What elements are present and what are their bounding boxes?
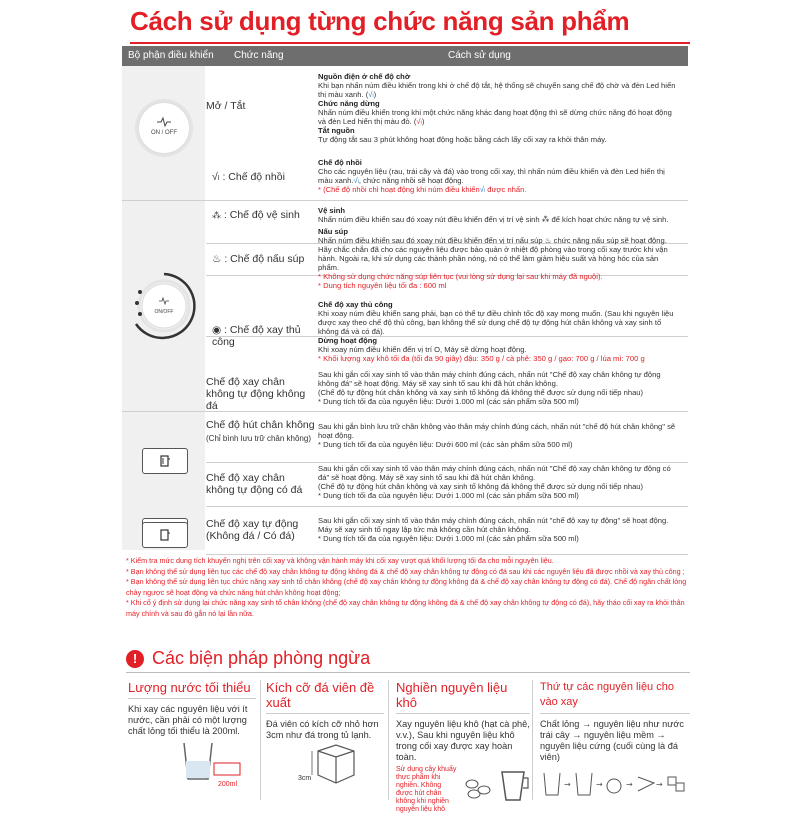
usage-note-part: được nhấn.: [487, 185, 527, 194]
clean-icon: ⁂: [541, 215, 550, 224]
usage-heading: Vệ sinh: [318, 206, 346, 215]
pulse-icon: [157, 118, 171, 126]
title-underline: [130, 42, 690, 44]
function-label: : Chế độ nhồi: [222, 171, 285, 183]
svg-text:→: →: [656, 780, 663, 789]
auto-blender-icon: [158, 528, 172, 542]
function-label: Chế độ hút chân không: [206, 419, 315, 431]
function-vacuum-ice: Chế độ xay chân không tự động có đá: [206, 472, 303, 496]
card-body: Đá viên có kích cỡ nhỏ hơn 3cm như đá trong tủ lạnh.: [266, 719, 379, 740]
ingredients-order-icon: [540, 769, 688, 799]
usage-heading: Tắt nguồn: [318, 126, 355, 135]
svg-text:→: →: [596, 780, 603, 789]
row-divider: [206, 462, 688, 463]
usage-text: * Dung tích tối đa của nguyên liệu: Dưới 1.000 ml (các sản phẩm sữa 500 ml): [318, 397, 579, 406]
card-body: Chất lỏng → nguyên liệu như nước trái cây → nguyên liệu mềm → nguyên liệu cứng (cuối cùng là đá viên): [540, 719, 684, 762]
card-divider: [388, 680, 389, 800]
manual-dial-icon: ◉: [212, 324, 222, 336]
usage-text: Khi xoay núm điều khiển đến vị trí O, Máy sẽ dừng hoạt động.: [318, 345, 527, 354]
card-body: Khi xay các nguyên liệu với ít nước, cần phải có một lượng chất lỏng tối thiểu là 200ml.: [128, 704, 248, 736]
usage-text: * Dung tích tối đa của nguyên liệu: Dưới 1.000 ml (các sản phẩm sữa 500 ml): [318, 491, 579, 500]
function-sublabel: (Chỉ bình lưu trữ chân không): [206, 434, 311, 443]
usage-text: [318, 108, 680, 126]
usage-note: [318, 185, 680, 194]
usage-note-part: * (Chế độ nhồi chỉ hoạt động khi núm điều khiển: [318, 185, 480, 194]
usage-heading: Nguồn điện ở chế độ chờ: [318, 72, 411, 81]
function-manual: [212, 324, 314, 348]
function-vacuum-only: [206, 419, 316, 445]
usage-text-part: ): [373, 90, 377, 99]
clean-icon: ⁂: [212, 210, 221, 220]
function-auto: Chế độ xay tự động (Không đá / Có đá): [206, 518, 299, 542]
header-usage: Cách sử dụng: [448, 50, 511, 61]
usage-heading: Chế độ nhồi: [318, 158, 362, 167]
usage-text: * Dung tích tối đa của nguyên liệu: Dưới 1.000 ml (các sản phẩm sữa 500 ml): [318, 534, 579, 543]
header-control: Bộ phận điều khiển: [128, 50, 214, 61]
row-divider: [122, 200, 688, 201]
usage-heading: Chức năng dừng: [318, 99, 380, 108]
card-divider: [260, 680, 261, 800]
pulse-blue-icon: √ₗ: [353, 176, 359, 185]
usage-text-part: chức năng nấu súp sẽ hoạt động. Hãy chắc chắn đã cho các nguyên liệu được bảo quản ở nhiệt độ phòng vào trong cối xay trước khi vận hành. Ngoài ra, khi sử dụng các thành phần nóng, nó có thể làm giảm hiệu suất và hỏng hóc của sản phẩm.: [318, 236, 668, 272]
usage-note: * Không sử dụng chức năng súp liên tục (vui lòng sử dụng lại sau khi máy đã nguội).: [318, 272, 603, 281]
precaution-card-dry: [396, 680, 530, 813]
usage-clean: [318, 206, 680, 224]
header-function: Chức năng: [234, 50, 284, 61]
usage-text: (Chế độ tự động hút chân không và xay sinh tố không đá không thể được sử dụng nối tiếp nhau): [318, 388, 644, 397]
usage-text: Tự động tắt sau 3 phút không hoạt động hoặc bằng cách lấy cối xay ra khỏi thân máy.: [318, 135, 607, 144]
soup-icon: ♨: [544, 236, 552, 245]
precaution-card-ice: [266, 680, 384, 800]
svg-text:→: →: [626, 780, 633, 789]
usage-text-part: để kích hoạt chức năng tự vệ sinh.: [551, 215, 669, 224]
precaution-card-water: [128, 680, 256, 800]
table-header: [122, 46, 688, 66]
usage-power: [318, 72, 680, 144]
usage-vacuum-noice: [318, 370, 680, 406]
svg-text:→: →: [564, 780, 571, 789]
auto-mode-button[interactable]: [142, 522, 188, 548]
usage-text-part: Nhấn núm điều khiển sau đó xoay nút điều khiển đến vị trí vệ sinh: [318, 215, 540, 224]
row-divider: [206, 506, 688, 507]
card-body: Xay nguyên liệu khô (hạt cà phê, v.v.), Sau khi nguyên liệu khô trong cối xay được xay hoàn toàn.: [396, 719, 530, 762]
usage-text-part: Khi bạn nhấn núm điều khiển trong khi ở chế độ tắt, hệ thống sẽ chuyển sang chế độ chờ và đèn Led hiển thị màu xanh. (: [318, 81, 676, 99]
function-label: : Chế độ nấu súp: [224, 253, 305, 265]
svg-text:ON/OFF: ON/OFF: [154, 309, 174, 315]
usage-heading: Nấu súp: [318, 227, 348, 236]
usage-text: Sau khi gắn bình lưu trữ chân không vào thân máy chính đúng cách, nhấn nút "chế độ hút chân không" sẽ hoạt động.: [318, 422, 676, 440]
blender-icon: [158, 454, 172, 468]
usage-text: Sau khi gắn cối xay sinh tố vào thân máy chính đúng cách, nhấn nút "Chế độ xay chân không tự động không đá" sẽ hoạt động. Máy sẽ xay sinh tố sau khi đã hút chân không.: [318, 370, 661, 388]
coffee-beans-icon: [462, 754, 532, 802]
usage-manual: [318, 300, 680, 363]
card-note: Sử dụng cây khuấy thực phẩm khi nghiền. Không được hút chân không khi nghiền nguyên liệu khô: [396, 766, 457, 813]
usage-soup: [318, 227, 680, 290]
knob-label: ON / OFF: [151, 130, 177, 136]
footnote: * Kiểm tra mức dung tích khuyến nghị trên cối xay và không vận hành máy khi cối xay vượt quá khối lượng tối đa cho mỗi nguyên liệu.: [126, 556, 554, 565]
ice-cube-icon: [266, 743, 376, 787]
card-title: Lượng nước tối thiểu: [128, 680, 251, 695]
dial-ring-icon: [128, 270, 200, 342]
usage-table: [122, 46, 688, 550]
usage-vacuum-ice: [318, 464, 680, 500]
warning-icon: !: [126, 650, 144, 668]
usage-heading: Dừng hoạt động: [318, 336, 378, 345]
footnotes: [126, 556, 692, 620]
usage-text-part: Cho các nguyên liệu (rau, trái cây và đá) vào trong cối xay, thì nhấn núm điều khiển và đèn Led hiển thị màu xanh.: [318, 167, 665, 185]
precautions-title: Các biện pháp phòng ngừa: [152, 648, 371, 668]
soup-icon: ♨: [212, 253, 222, 265]
pulse-icon: √ₗ: [212, 171, 220, 183]
footnote: * Bạn không thể sử dụng liên tục các chế độ xay chân không tự động không đá & chế độ xay chân không tự động có đá sau khi các nguyên liệu đã được nhồi và xay thủ công ;: [126, 566, 685, 576]
function-vacuum-noice: Chế độ xay chân không tự động không đá: [206, 376, 306, 412]
function-label: : Chế độ xay thủ công: [212, 324, 301, 348]
usage-text: [318, 236, 680, 272]
usage-note: * Khối lượng xay khô tối đa (tối đa 90 giây) đậu: 350 g / cà phê: 350 g / gạo: 700 g / lúa mì: 700 g: [318, 354, 645, 363]
usage-note: * Dung tích nguyên liệu tối đa : 600 ml: [318, 281, 447, 290]
precaution-card-order: [540, 680, 690, 800]
function-clean: [212, 209, 314, 221]
usage-text: (Chế độ tự động hút chân không và xay sinh tố không đá không thể được sử dụng nối tiếp nhau): [318, 482, 644, 491]
pulse-blue-icon: √ₗ: [479, 185, 486, 194]
card-title: Nghiền nguyên liệu khô: [396, 680, 508, 710]
function-pulse: [212, 171, 314, 183]
usage-text: [318, 167, 680, 185]
card-title: Kích cỡ đá viên đề xuất: [266, 680, 375, 710]
usage-text-part: ): [421, 117, 425, 126]
ice-size-tag: 3cm: [298, 775, 312, 782]
pulse-red-icon: √ₗ: [416, 117, 422, 126]
water-glass-icon: [128, 741, 248, 781]
row-divider: [206, 554, 688, 555]
usage-text: Khi xoay núm điều khiển sang phải, bạn có thể tự điều chỉnh tốc độ xay mong muốn. (Sau khi nguyên liệu được xay theo chế độ thủ công, bạn không thể sử dụng chế độ tự động hút chân không và xay sinh tố không đá và có đá).: [318, 309, 674, 336]
usage-text-part: , chức năng nhồi sẽ hoạt động.: [358, 176, 464, 185]
usage-auto: [318, 516, 680, 543]
usage-vacuum-only: [318, 422, 680, 449]
page-title: Cách sử dụng từng chức năng sản phẩm: [130, 6, 630, 36]
water-tag: 200ml: [218, 781, 238, 788]
usage-text: [318, 215, 680, 224]
usage-heading: Chế độ xay thủ công: [318, 300, 393, 309]
usage-text: [318, 81, 680, 99]
usage-text: Sau khi gắn cối xay sinh tố vào thân máy chính đúng cách, nhấn nút "Chế độ xay chân không tự động có đá" sẽ hoạt động. Máy sẽ xay sinh tố sau khi đã hút chân không.: [318, 464, 671, 482]
precautions-rule: [126, 672, 690, 673]
footnote: * Bạn không thể sử dụng liên tục chức năng xay sinh tố chân không (chế độ xay chân không tự động không đá & chế độ xay chân không tự động có đá). Chế độ ngăn chất lỏng chảy ngược sẽ hoạt động và chức năng hút chân không hoạt động;: [126, 577, 687, 597]
precautions-heading: [126, 648, 370, 669]
usage-pulse: [318, 158, 680, 194]
mode-dial[interactable]: [128, 270, 200, 342]
card-title: Thứ tự các nguyên liệu cho vào xay: [540, 681, 674, 708]
usage-text: * Dung tích tối đa của nguyên liệu: Dưới 600 ml (các sản phẩm sữa 500 ml): [318, 440, 573, 449]
function-power: Mở / Tắt: [206, 100, 246, 112]
vacuum-noice-button[interactable]: [142, 448, 188, 474]
usage-text-part: Nhấn núm điều khiển trong khi một chức năng khác đang hoạt động thì sẽ dừng chức năng đó hoạt động và đèn Led hiển thị màu đỏ. (: [318, 108, 672, 126]
footnote: * Khi cố ý định sử dụng lại chức năng xay sinh tố chân không (chế độ xay chân không tự động không đá & chế độ xay chân không tự động có đá), hãy tháo cối xay ra khỏi thân máy chính và sau đó gắn nó lại lần nữa.: [126, 598, 685, 618]
function-soup: [212, 253, 314, 265]
card-divider: [532, 680, 533, 800]
power-knob[interactable]: [138, 102, 190, 154]
usage-text-part: Nhấn núm điều khiển sau đó xoay nút điều khiển đến vị trí nấu súp: [318, 236, 543, 245]
function-label: : Chế độ vệ sinh: [223, 209, 300, 221]
pulse-blue-icon: √ₗ: [368, 90, 374, 99]
usage-text: Sau khi gắn cối xay sinh tố vào thân máy chính đúng cách, nhấn nút "chế độ xay tự động" sẽ hoạt động. Máy sẽ xay sinh tố ngay lập tức mà không cần hút chân không.: [318, 516, 669, 534]
